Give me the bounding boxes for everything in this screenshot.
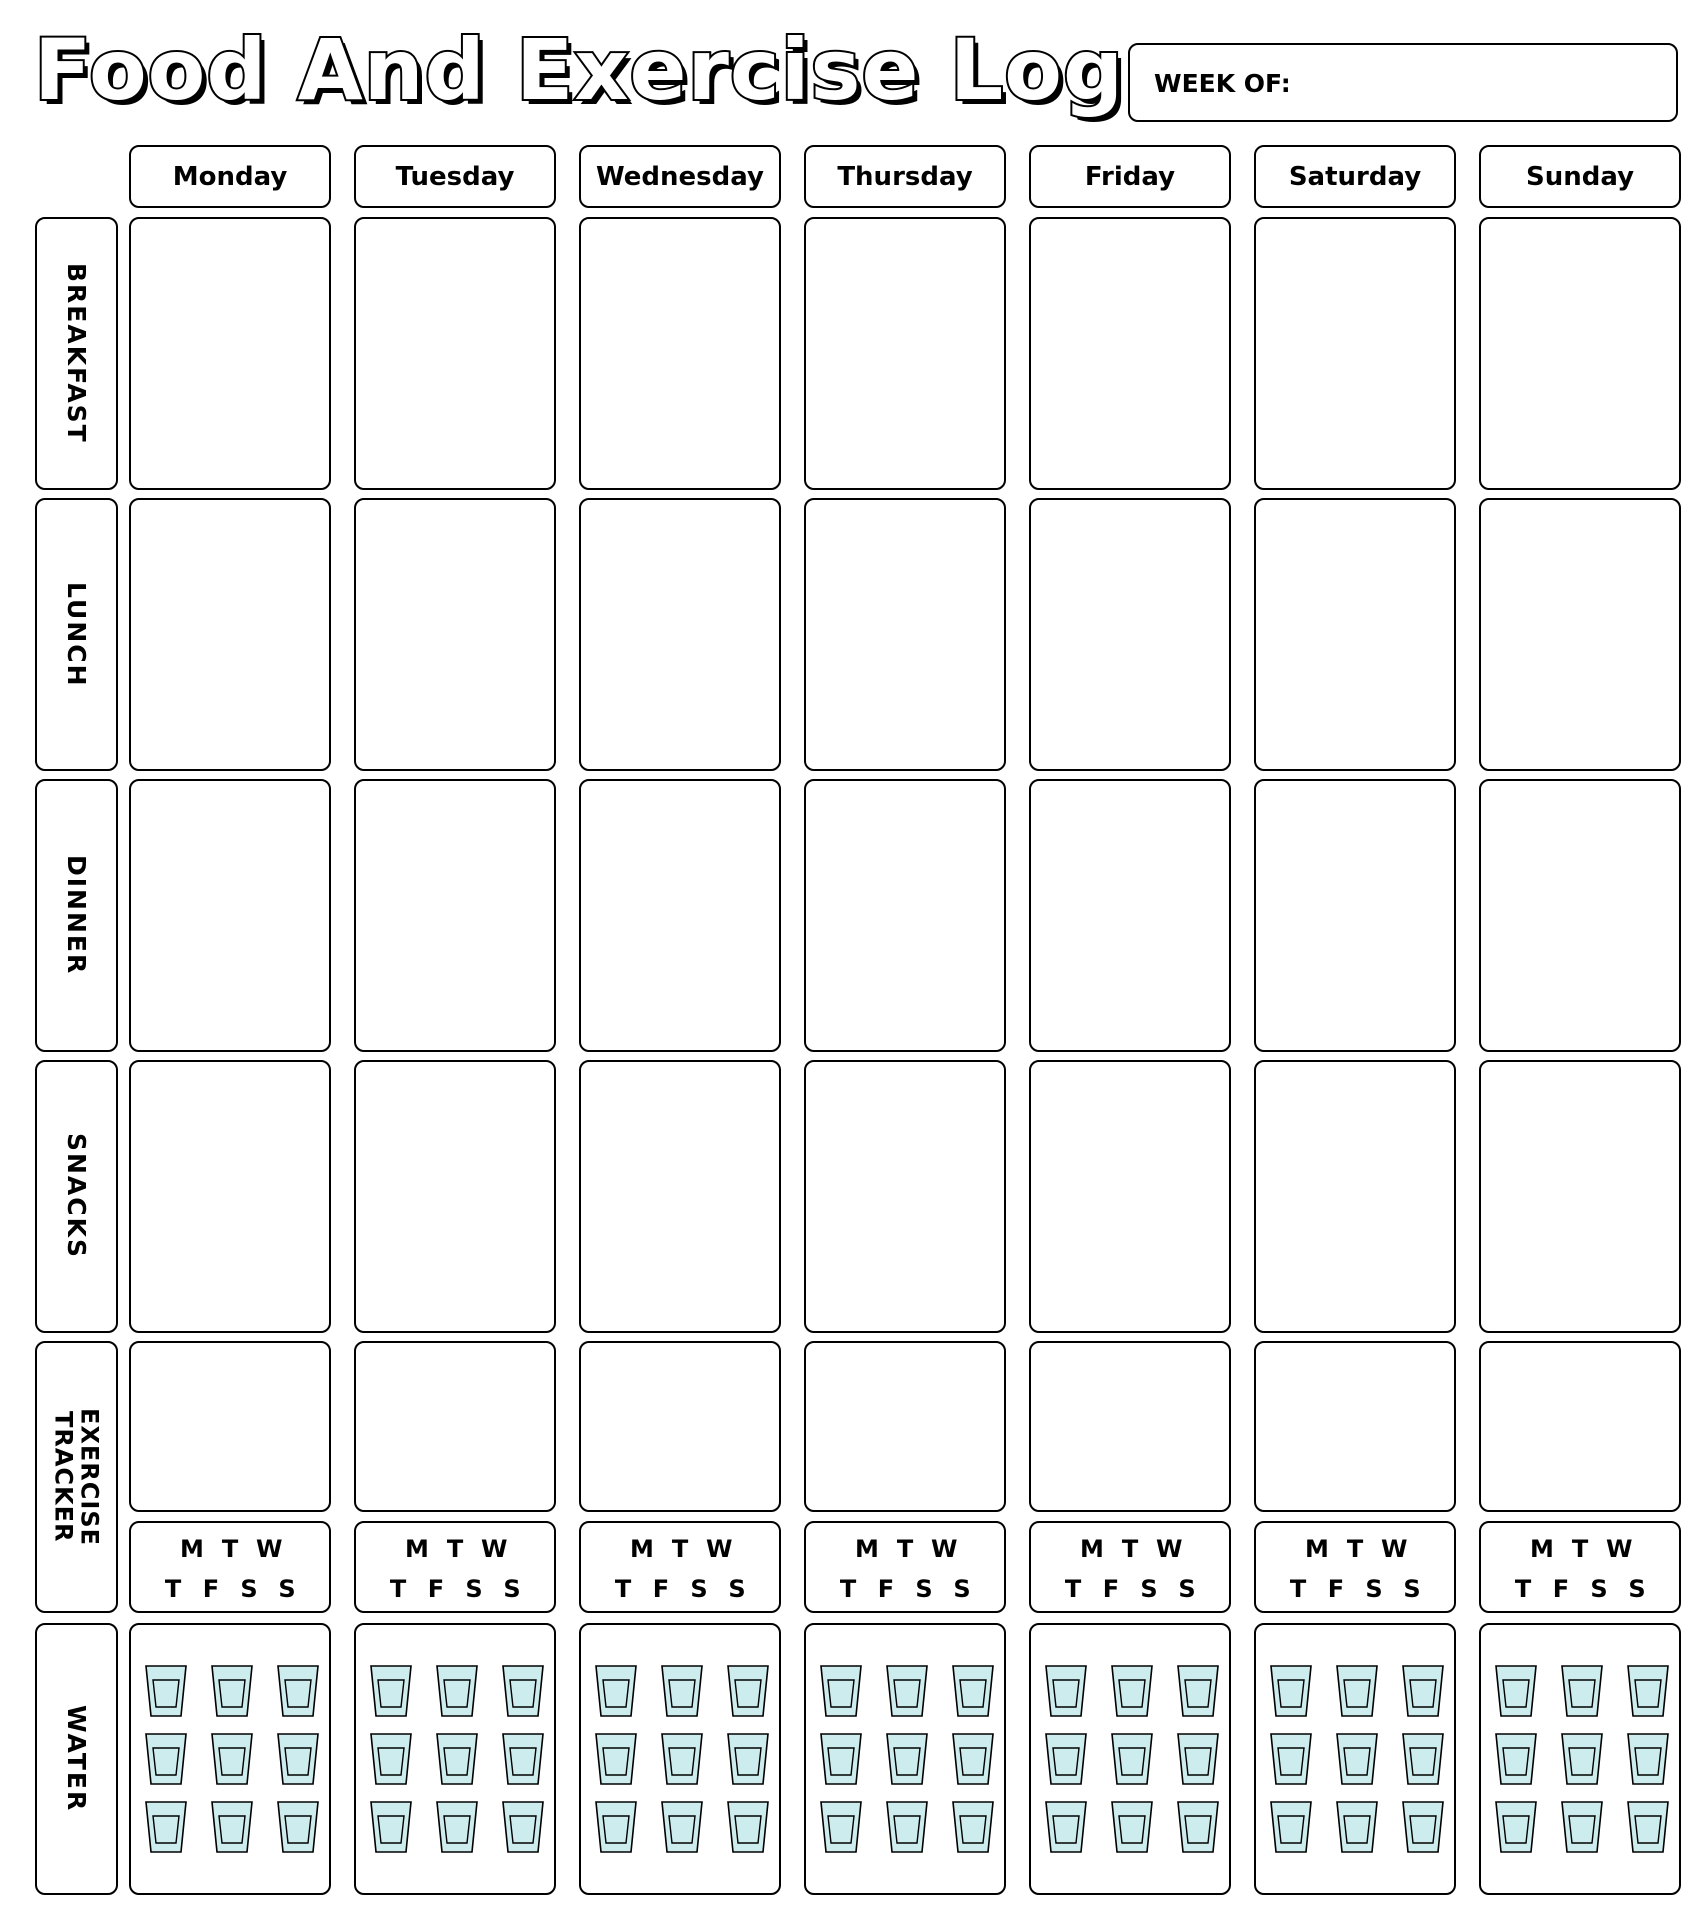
day-letter[interactable]: F: [1327, 1575, 1345, 1603]
water-glass-icon[interactable]: [886, 1665, 928, 1717]
water-glass-icon[interactable]: [1402, 1801, 1444, 1853]
day-letter[interactable]: W: [256, 1535, 283, 1563]
day-letter[interactable]: S: [278, 1575, 296, 1603]
breakfast-cell-sunday[interactable]: [1479, 217, 1681, 490]
breakfast-cell-saturday[interactable]: [1254, 217, 1456, 490]
water-glass-icon[interactable]: [502, 1801, 544, 1853]
day-letters-bottom: [806, 1575, 1004, 1603]
day-letter[interactable]: F: [1552, 1575, 1570, 1603]
day-letter[interactable]: F: [202, 1575, 220, 1603]
day-letters-top: [1481, 1535, 1679, 1563]
water-cell-saturday: [1254, 1623, 1456, 1895]
lunch-cell-sunday[interactable]: [1479, 498, 1681, 771]
day-letter[interactable]: S: [503, 1575, 521, 1603]
day-letters-bottom: [581, 1575, 779, 1603]
day-letters-top: [356, 1535, 554, 1563]
water-glass-icon[interactable]: [595, 1733, 637, 1785]
day-letter[interactable]: S: [1365, 1575, 1383, 1603]
dinner-cell-tuesday[interactable]: [354, 779, 556, 1052]
day-label: Saturday: [1288, 161, 1422, 192]
lunch-cell-friday[interactable]: [1029, 498, 1231, 771]
water-glass-icon[interactable]: [1177, 1733, 1219, 1785]
exercise-days-tuesday[interactable]: [354, 1521, 556, 1613]
breakfast-cell-friday[interactable]: [1029, 217, 1231, 490]
water-cell-monday: [129, 1623, 331, 1895]
day-letter[interactable]: S: [1590, 1575, 1608, 1603]
exercise-days-sunday[interactable]: [1479, 1521, 1681, 1613]
day-header-tuesday: [354, 145, 556, 208]
lunch-cell-wednesday[interactable]: [579, 498, 781, 771]
water-glass-icon[interactable]: [952, 1733, 994, 1785]
day-letter[interactable]: S: [240, 1575, 258, 1603]
day-letter[interactable]: F: [1102, 1575, 1120, 1603]
day-letter[interactable]: F: [427, 1575, 445, 1603]
day-letter[interactable]: T: [614, 1575, 632, 1603]
snacks-cell-saturday[interactable]: [1254, 1060, 1456, 1333]
day-letter[interactable]: M: [405, 1535, 429, 1563]
day-letters-top: [806, 1535, 1004, 1563]
day-letter[interactable]: T: [1346, 1535, 1364, 1563]
water-glass-icon[interactable]: [145, 1665, 187, 1717]
water-glass-icon[interactable]: [1495, 1733, 1537, 1785]
day-letter[interactable]: S: [1403, 1575, 1421, 1603]
water-glass-icon[interactable]: [1045, 1801, 1087, 1853]
water-glass-icon[interactable]: [595, 1801, 637, 1853]
exercise-cell-tuesday[interactable]: [354, 1341, 556, 1512]
water-glass-icon[interactable]: [502, 1665, 544, 1717]
exercise-cell-thursday[interactable]: [804, 1341, 1006, 1512]
day-letter[interactable]: M: [1530, 1535, 1554, 1563]
day-letter[interactable]: S: [1628, 1575, 1646, 1603]
snacks-cell-wednesday[interactable]: [579, 1060, 781, 1333]
day-letters-top: [581, 1535, 779, 1563]
water-glass-icon[interactable]: [1270, 1733, 1312, 1785]
water-glass-icon[interactable]: [727, 1665, 769, 1717]
water-cell-sunday: [1479, 1623, 1681, 1895]
water-glass-icon[interactable]: [1402, 1665, 1444, 1717]
day-letter[interactable]: M: [1305, 1535, 1329, 1563]
day-letters-top: [1031, 1535, 1229, 1563]
day-letter[interactable]: W: [481, 1535, 508, 1563]
exercise-cell-friday[interactable]: [1029, 1341, 1231, 1512]
day-letters-bottom: [1481, 1575, 1679, 1603]
day-letter[interactable]: W: [706, 1535, 733, 1563]
water-glass-icon[interactable]: [277, 1733, 319, 1785]
water-glass-icon[interactable]: [1045, 1665, 1087, 1717]
water-cell-wednesday: [579, 1623, 781, 1895]
day-letter[interactable]: S: [953, 1575, 971, 1603]
day-letters-top: [1256, 1535, 1454, 1563]
exercise-days-friday[interactable]: [1029, 1521, 1231, 1613]
water-glass-icon[interactable]: [1336, 1665, 1378, 1717]
water-glass-icon[interactable]: [886, 1733, 928, 1785]
day-letter[interactable]: S: [690, 1575, 708, 1603]
snacks-cell-sunday[interactable]: [1479, 1060, 1681, 1333]
day-letter[interactable]: F: [652, 1575, 670, 1603]
day-letter[interactable]: T: [1121, 1535, 1139, 1563]
day-letter[interactable]: W: [1606, 1535, 1633, 1563]
day-label: Thursday: [837, 161, 973, 192]
water-glass-icon[interactable]: [502, 1733, 544, 1785]
water-glass-icon[interactable]: [211, 1733, 253, 1785]
day-letters-bottom: [356, 1575, 554, 1603]
exercise-days-wednesday[interactable]: [579, 1521, 781, 1613]
day-label: Sunday: [1525, 161, 1635, 192]
dinner-cell-sunday[interactable]: [1479, 779, 1681, 1052]
day-header-friday: [1029, 145, 1231, 208]
water-glass-icon[interactable]: [1270, 1801, 1312, 1853]
water-glass-icon[interactable]: [1561, 1733, 1603, 1785]
water-glass-icon[interactable]: [211, 1801, 253, 1853]
water-glass-icon[interactable]: [145, 1733, 187, 1785]
lunch-cell-monday[interactable]: [129, 498, 331, 771]
day-letter[interactable]: W: [1156, 1535, 1183, 1563]
exercise-label-line: TRACKER: [49, 1411, 78, 1543]
day-letter[interactable]: S: [915, 1575, 933, 1603]
water-glass-icon[interactable]: [370, 1801, 412, 1853]
day-letter[interactable]: T: [1514, 1575, 1532, 1603]
water-glass-icon[interactable]: [1495, 1801, 1537, 1853]
water-glass-icon[interactable]: [661, 1801, 703, 1853]
lunch-cell-saturday[interactable]: [1254, 498, 1456, 771]
water-glass-icon[interactable]: [727, 1801, 769, 1853]
water-cell-thursday: [804, 1623, 1006, 1895]
exercise-cell-sunday[interactable]: [1479, 1341, 1681, 1512]
day-letters-bottom: [1256, 1575, 1454, 1603]
exercise-cell-monday[interactable]: [129, 1341, 331, 1512]
week-of-field[interactable]: [1128, 43, 1678, 122]
lunch-cell-tuesday[interactable]: [354, 498, 556, 771]
day-letter[interactable]: W: [1381, 1535, 1408, 1563]
water-glass-icon[interactable]: [661, 1665, 703, 1717]
day-letter[interactable]: F: [877, 1575, 895, 1603]
water-glass-icon[interactable]: [1627, 1801, 1669, 1853]
water-glass-icon[interactable]: [886, 1801, 928, 1853]
day-letters-bottom: [1031, 1575, 1229, 1603]
row-label-exercise-tracker: [35, 1341, 118, 1613]
day-letter[interactable]: S: [465, 1575, 483, 1603]
day-letter[interactable]: M: [180, 1535, 204, 1563]
day-letter[interactable]: T: [671, 1535, 689, 1563]
exercise-cell-saturday[interactable]: [1254, 1341, 1456, 1512]
dinner-cell-monday[interactable]: [129, 779, 331, 1052]
exercise-days-monday[interactable]: [129, 1521, 331, 1613]
day-letters-top: [131, 1535, 329, 1563]
dinner-cell-friday[interactable]: [1029, 779, 1231, 1052]
snacks-cell-monday[interactable]: [129, 1060, 331, 1333]
water-glass-icon[interactable]: [1270, 1665, 1312, 1717]
day-letter[interactable]: T: [839, 1575, 857, 1603]
water-glass-icon[interactable]: [1045, 1733, 1087, 1785]
day-letter[interactable]: T: [1064, 1575, 1082, 1603]
day-letter[interactable]: T: [164, 1575, 182, 1603]
dinner-cell-thursday[interactable]: [804, 779, 1006, 1052]
breakfast-cell-thursday[interactable]: [804, 217, 1006, 490]
water-glass-icon[interactable]: [211, 1665, 253, 1717]
day-label: Tuesday: [395, 161, 515, 192]
exercise-days-saturday[interactable]: [1254, 1521, 1456, 1613]
day-letter[interactable]: T: [221, 1535, 239, 1563]
day-letter[interactable]: T: [446, 1535, 464, 1563]
breakfast-cell-tuesday[interactable]: [354, 217, 556, 490]
row-label-text: BREAKFAST: [62, 263, 91, 444]
snacks-cell-friday[interactable]: [1029, 1060, 1231, 1333]
day-header-thursday: [804, 145, 1006, 208]
day-letter[interactable]: M: [630, 1535, 654, 1563]
day-letter[interactable]: T: [896, 1535, 914, 1563]
water-glass-icon[interactable]: [1402, 1733, 1444, 1785]
water-glass-icon[interactable]: [1111, 1801, 1153, 1853]
row-label-lunch: [35, 498, 118, 771]
day-letter[interactable]: T: [389, 1575, 407, 1603]
day-letters-bottom: [131, 1575, 329, 1603]
water-glass-icon[interactable]: [1177, 1665, 1219, 1717]
day-letter[interactable]: S: [1140, 1575, 1158, 1603]
water-glass-icon[interactable]: [370, 1665, 412, 1717]
dinner-cell-saturday[interactable]: [1254, 779, 1456, 1052]
day-header-sunday: [1479, 145, 1681, 208]
row-label-water: [35, 1623, 118, 1895]
row-label-text: SNACKS: [62, 1133, 91, 1260]
water-glass-icon[interactable]: [820, 1733, 862, 1785]
water-glass-icon[interactable]: [1111, 1665, 1153, 1717]
day-letter[interactable]: M: [1080, 1535, 1104, 1563]
exercise-cell-wednesday[interactable]: [579, 1341, 781, 1512]
water-glass-icon[interactable]: [1627, 1665, 1669, 1717]
day-letter[interactable]: M: [855, 1535, 879, 1563]
exercise-tracker-label: [51, 1408, 103, 1546]
water-glass-icon[interactable]: [1627, 1733, 1669, 1785]
water-glass-icon[interactable]: [820, 1801, 862, 1853]
row-label-dinner: [35, 779, 118, 1052]
day-letter[interactable]: W: [931, 1535, 958, 1563]
water-cell-tuesday: [354, 1623, 556, 1895]
water-glass-icon[interactable]: [727, 1733, 769, 1785]
week-of-label: WEEK OF:: [1154, 69, 1291, 98]
day-letter[interactable]: S: [1178, 1575, 1196, 1603]
day-label: Wednesday: [596, 161, 764, 192]
water-glass-icon[interactable]: [1561, 1801, 1603, 1853]
day-header-monday: [129, 145, 331, 208]
day-letter[interactable]: S: [728, 1575, 746, 1603]
water-glass-icon[interactable]: [436, 1665, 478, 1717]
water-glass-icon[interactable]: [1561, 1665, 1603, 1717]
row-label-breakfast: [35, 217, 118, 490]
water-glass-icon[interactable]: [1495, 1665, 1537, 1717]
row-label-text: DINNER: [62, 855, 91, 976]
water-glass-icon[interactable]: [1111, 1733, 1153, 1785]
water-glass-icon[interactable]: [436, 1801, 478, 1853]
water-glass-icon[interactable]: [436, 1733, 478, 1785]
page-title: Food And Exercise Log: [34, 21, 1125, 119]
water-glass-icon[interactable]: [661, 1733, 703, 1785]
day-label: Monday: [172, 161, 288, 192]
water-glass-icon[interactable]: [820, 1665, 862, 1717]
water-glass-icon[interactable]: [1336, 1801, 1378, 1853]
day-header-saturday: [1254, 145, 1456, 208]
day-letter[interactable]: T: [1289, 1575, 1307, 1603]
day-label: Friday: [1084, 161, 1176, 192]
dinner-cell-wednesday[interactable]: [579, 779, 781, 1052]
day-letter[interactable]: T: [1571, 1535, 1589, 1563]
water-glass-icon[interactable]: [952, 1801, 994, 1853]
exercise-days-thursday[interactable]: [804, 1521, 1006, 1613]
water-glass-icon[interactable]: [1336, 1733, 1378, 1785]
water-glass-icon[interactable]: [370, 1733, 412, 1785]
day-header-wednesday: [579, 145, 781, 208]
water-glass-icon[interactable]: [952, 1665, 994, 1717]
water-glass-icon[interactable]: [145, 1801, 187, 1853]
snacks-cell-thursday[interactable]: [804, 1060, 1006, 1333]
water-glass-icon[interactable]: [595, 1665, 637, 1717]
lunch-cell-thursday[interactable]: [804, 498, 1006, 771]
exercise-label-line: EXERCISE: [75, 1408, 104, 1546]
row-label-snacks: [35, 1060, 118, 1333]
row-label-text: LUNCH: [62, 581, 91, 688]
breakfast-cell-wednesday[interactable]: [579, 217, 781, 490]
row-label-text: WATER: [62, 1705, 91, 1813]
water-glass-icon[interactable]: [277, 1801, 319, 1853]
water-glass-icon[interactable]: [1177, 1801, 1219, 1853]
snacks-cell-tuesday[interactable]: [354, 1060, 556, 1333]
water-glass-icon[interactable]: [277, 1665, 319, 1717]
breakfast-cell-monday[interactable]: [129, 217, 331, 490]
water-cell-friday: [1029, 1623, 1231, 1895]
